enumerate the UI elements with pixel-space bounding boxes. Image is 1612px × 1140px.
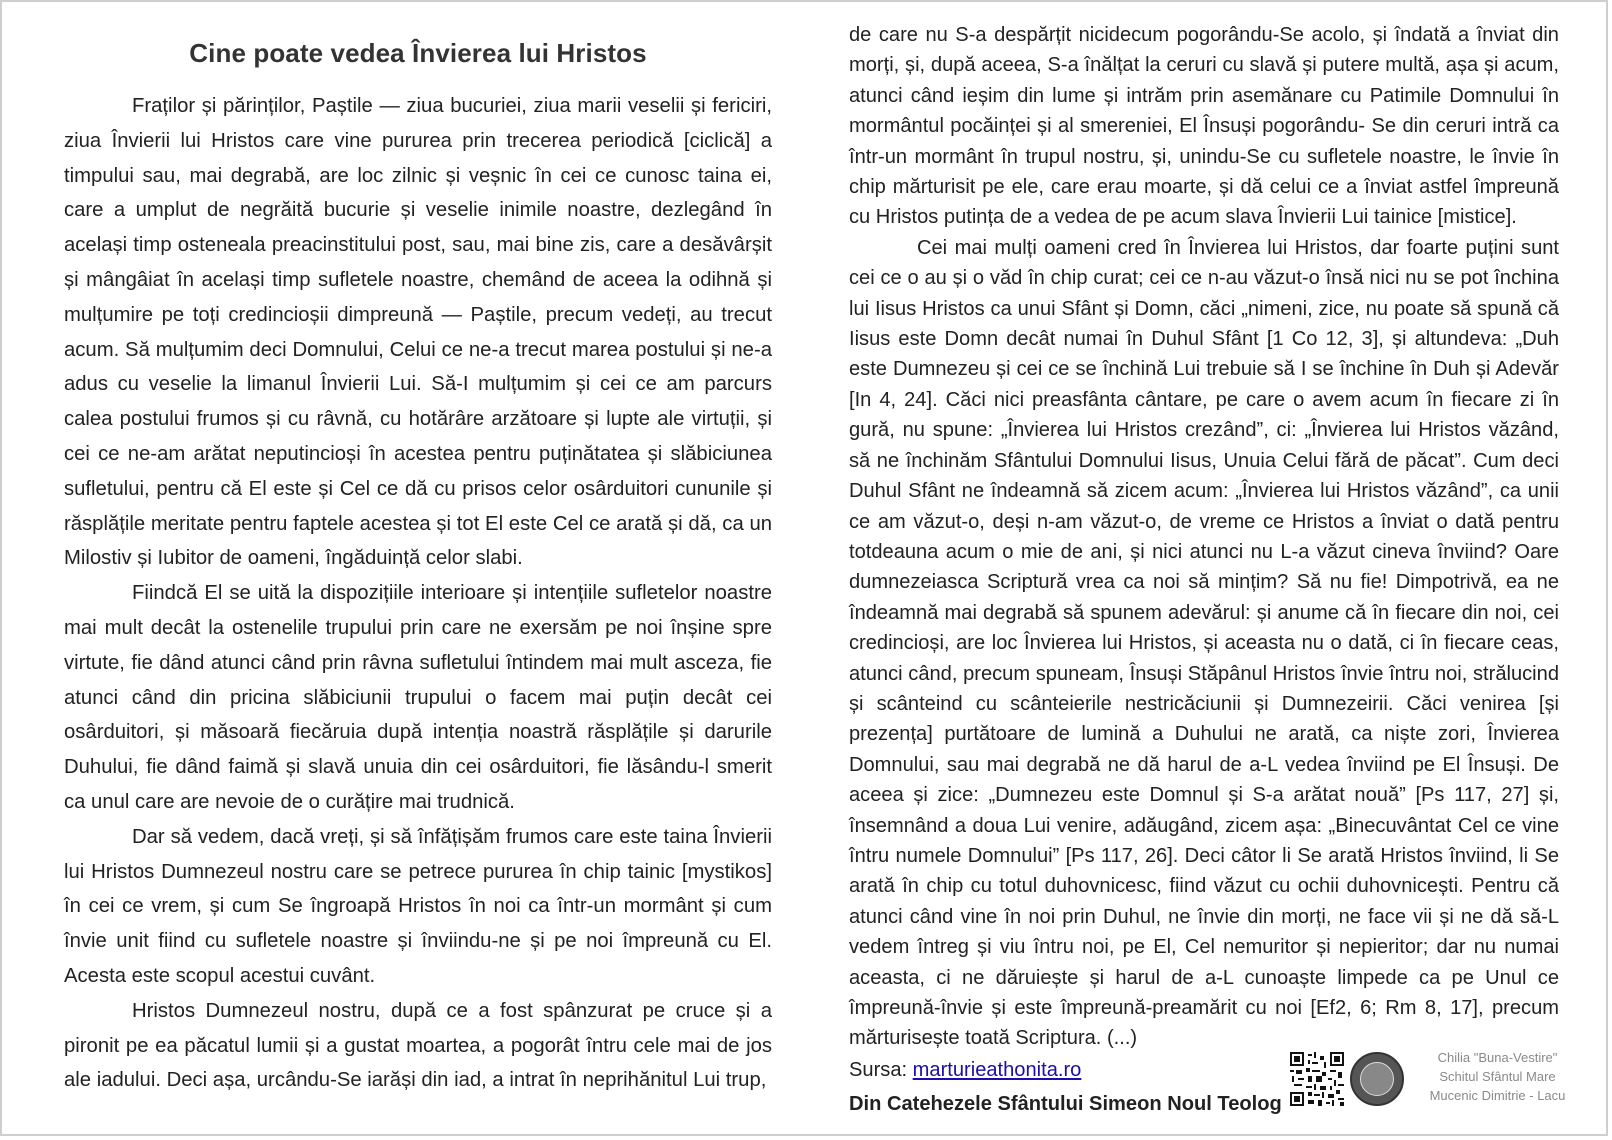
source-link[interactable]: marturieathonita.ro: [912, 1058, 1082, 1081]
book-title: Din Catehezele Sfântului Simeon Noul Teolog: [849, 1093, 1282, 1116]
paragraph: Fraților și părinților, Paștile — ziua bucuriei, ziua marii veselii și fericiri, ziua Învierii lui Hristos care vine pururea prin trecerea periodică [ciclică] a timpului sau, mai degrabă, are loc zilnic și veșnic în cei ce cunosc taina ei, care a umplut de negrăită bucurie și veselie inimile noastre, dezlegând în același timp osteneala preacinstitului post, sau, mai bine zis, care a desăvârșit și mângâiat în același timp sufletele noastre, chemând de aceea la odihnă și mulțumire pe toți credincioșii dimpreună — Paștile, precum vedeți, au trecut acum. Să mulțumim deci Domnului, Celui ce ne-a trecut marea postului și ne-a adus cu veselie la limanul Învierii Lui. Să-I mulțumim și cei ce am parcurs calea postului frumos și cu râvnă, cu hotărâre arzătoare și lupte ale virtuții, și cei ce ne-am arătat neputincioși în acestea pentru puținătatea și slăbiciunea sufletului, pentru că El este și Cel ce dă cu prisos celor osârduitori cununile și răsplățile meritate pentru faptele acestea și tot El este Cel ce arată și dă, ca un Milostiv și Iubitor de oameni, îngăduință celor slabi.: [64, 95, 772, 570]
right-column: [849, 20, 1559, 1119]
paragraph: Fiindcă El se uită la dispozițiile interioare și intențiile sufletelor noastre mai mult decât la ostenelile trupului prin care ne exersăm pe noi înșine spre virtute, fie dând atunci când prin râvna sufletului întindem mai mult asceza, fie atunci când din pricina slăbiciunii trupului o facem mai puțin decât cei osârduitori, și măsoară fiecăruia după intenția noastră răsplățile și darurile Duhului, fie dând faimă și slavă unuia din cei osârduitori, fie lăsându-l smerit ca unul care are nevoie de o curățire mai trudnică.: [64, 582, 772, 813]
paragraph: Hristos Dumnezeul nostru, după ce a fost spânzurat pe cruce și a pironit pe ea păcatul lumii și a gustat moartea, a pogorât întru cele mai de jos ale iadului. Deci așa, urcându-Se iarăși din iad, a intrat în neprihănitul Lui trup,: [64, 999, 772, 1092]
qr-code-icon: [1290, 1052, 1344, 1106]
monastery-line-1: Chilia "Buna-Vestire": [1437, 1050, 1558, 1065]
paragraph: Cei mai mulți oameni cred în Învierea lui Hristos, dar foarte puțini sunt cei ce o au și o văd în chip curat; cei ce n-au văzut-o însă nici nu se pot închina lui Iisus Hristos ca unui Sfânt și Domn, căci „nimeni, zice, nu poate să spună că Iisus este Domn decât numai în Duhul Sfânt [1 Co 12, 3], și altundeva: „Duh este Dumnezeu și cei ce se închină Lui trebuie să I se închine în Duh și Adevăr [In 4, 24]. Căci nici preasfânta cântare, pe care o avem acum în fiecare zi în gură, nu spune: „Învierea lui Hristos crezând”, ci: „Învierea lui Hristos văzând, să ne închinăm Sfântului Domnului Iisus, Unuia Celui fără de păcat”. Cum deci Duhul Sfânt ne îndeamnă să zicem acum: „Învierea lui Hristos văzând”, ca unii ce am văzut-o, deși n-am văzut-o, de vreme ce Hristos a înviat o dată pentru totdeauna acum o mie de ani, și nici atunci nu L-a văzut cineva înviind? Oare dumnezeiasca Scriptură vrea ca noi să mințim? Să nu fie! Dimpotrivă, ea ne îndeamnă mai degrabă să spunem adevărul: și anume că în fiecare din noi, cei credincioși, are loc Învierea lui Hristos, și aceasta nu o dată, ci în fiecare ceas, atunci când, precum spuneam, Însuși Stăpânul Hristos învie întru noi, strălucind și scânteind cu scânteierile nestricăciunii și Dumnezeirii. Căci venirea [și prezența] purtătoare de lumină a Duhului ne arată, ca niște zori, Învierea Domnului, sau mai degrabă ne dă harul de a-L vedea înviind pe El Însuși. De aceea și zice: „Dumnezeu este Domnul și S-a arătat nouă” [Ps 117, 27] și, însemnând a doua Lui venire, adăugând, zicem așa: „Binecuvântat Cel ce vine întru numele Domnului” [Ps 117, 26]. Deci câtor li Se arată Hristos înviind, li Se arată în chip cu totul duhovnicesc, fiind văzut cu ochii duhovnicești. Pentru că atunci când vine în noi prin Duhul, ne învie din morți, ne face vii și ne dă să-L vedem întreg și viu întru noi, pe El, Cel nemuritor și nepieritor; dar nu numai aceasta, ci ne dăruiește și harul de a-L cunoaște limpede ca pe Unul ce împreună-învie și este împreună-preamărit cu noi [Ef2, 6; Rm 8, 17], precum mărturisește toată Scriptura. (...): [849, 236, 1559, 1050]
monastery-line-3: Mucenic Dimitrie - Lacu: [1429, 1088, 1566, 1103]
monastery-name: [1410, 1048, 1585, 1105]
source-label: Sursa:: [849, 1058, 913, 1081]
left-column: [64, 2, 772, 1098]
paragraph-continuation: de care nu S-a despărțit nicidecum pogorându-Se acolo, și îndată a înviat din morți, și, după aceea, S-a înălțat la ceruri cu slavă și putere multă, așa și acum, atunci când ieșim din lume și intrăm prin asemănare cu Patimile Domnului în mormântul pocăinței și al smereniei, El Însuși pogorându- Se din ceruri intră ca într-un mormânt în trupul nostru, și, unindu-Se cu sufletele noastre, le învie în chip mărturisit pe ele, care erau moarte, și dă celui ce a înviat astfel împreună cu Hristos putința de a vedea de pe acum slava Învierii Lui tainice [mistice].: [849, 24, 1559, 229]
footer-emblems: [1290, 1052, 1580, 1116]
paragraph: Dar să vedem, dacă vreți, și să înfățișăm frumos care este taina Învierii lui Hristos Dumnezeul nostru care se petrece pururea în chip tainic [mystikos] în cei ce vrem, și cum Se îngroapă Hristos în noi ca într-un mormânt și cum învie unit fiind cu sufletele noastre și înviindu-ne și pe noi împreună cu El. Acesta este scopul acestui cuvânt.: [64, 825, 772, 987]
article-title: Cine poate vedea Învierea lui Hristos: [189, 38, 647, 68]
monastery-line-2: Schitul Sfântul Mare: [1439, 1069, 1556, 1084]
monastery-seal-icon: [1350, 1052, 1404, 1106]
